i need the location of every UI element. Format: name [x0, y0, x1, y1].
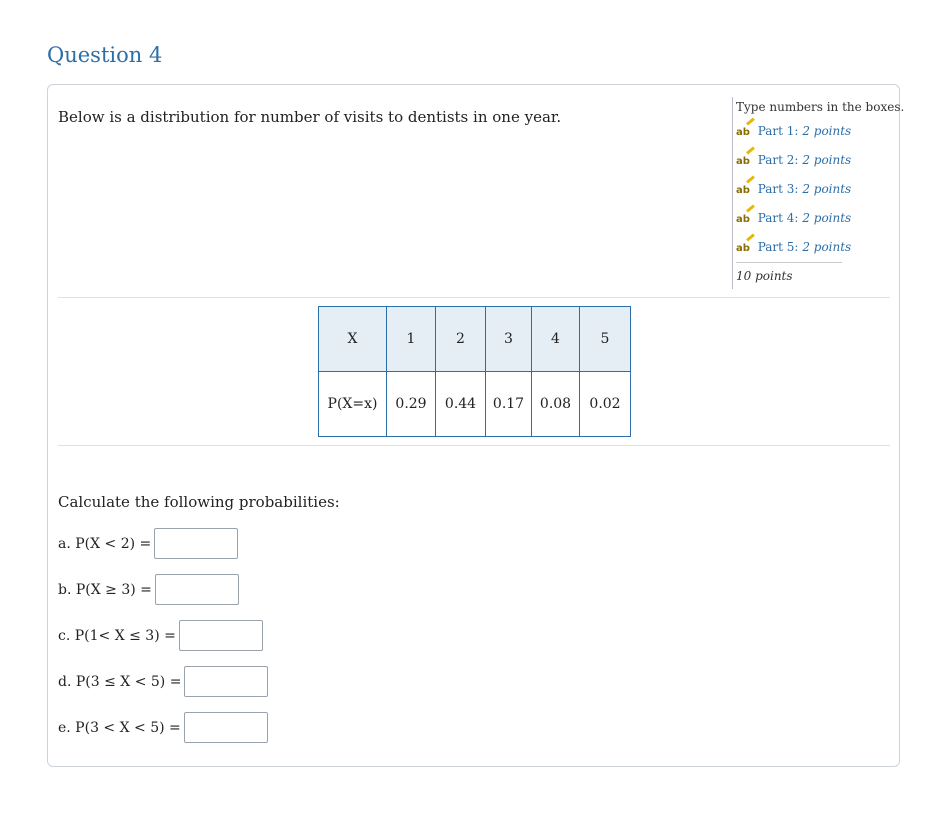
- answer-input-d[interactable]: [184, 666, 268, 697]
- answer-input-a[interactable]: [154, 528, 238, 559]
- question-intro: Below is a distribution for number of visits to dentists in one year.: [58, 108, 562, 126]
- table-cell: 5: [580, 307, 631, 372]
- table-row: [319, 307, 631, 372]
- part-points: 2 points: [802, 240, 852, 254]
- part-3-points[interactable]: [736, 175, 852, 204]
- points-instructions: Type numbers in the boxes.: [736, 100, 905, 114]
- table-cell: P(X=x): [319, 372, 387, 437]
- part-4-points[interactable]: [736, 204, 852, 233]
- answer-label: a. P(X < 2) =: [58, 535, 152, 552]
- table-cell: 0.44: [436, 372, 486, 437]
- part-2-points[interactable]: [736, 146, 852, 175]
- part-points: 2 points: [802, 182, 852, 196]
- answer-input-c[interactable]: [179, 620, 263, 651]
- text-entry-icon: ab: [736, 234, 750, 263]
- answer-label: d. P(3 ≤ X < 5) =: [58, 673, 182, 690]
- text-entry-icon: ab: [736, 176, 750, 205]
- part-label: Part 3:: [757, 182, 799, 196]
- text-entry-icon: ab: [736, 147, 750, 176]
- answer-row-a: [58, 528, 238, 559]
- part-points: 2 points: [802, 153, 852, 167]
- answer-row-e: [58, 712, 268, 743]
- table-row: [319, 372, 631, 437]
- answer-input-e[interactable]: [184, 712, 268, 743]
- points-total: 10 points: [736, 269, 793, 283]
- divider-top: [58, 297, 890, 298]
- answer-row-b: [58, 574, 239, 605]
- part-label: Part 4:: [757, 211, 799, 225]
- answer-label: b. P(X ≥ 3) =: [58, 581, 152, 598]
- calculate-instructions: Calculate the following probabilities:: [58, 493, 340, 511]
- text-entry-icon: ab: [736, 205, 750, 234]
- part-label: Part 2:: [757, 153, 799, 167]
- table-cell: 1: [387, 307, 436, 372]
- question-title: Question 4: [47, 43, 163, 67]
- table-cell: X: [319, 307, 387, 372]
- table-cell: 0.17: [486, 372, 532, 437]
- distribution-table: [318, 306, 631, 437]
- answer-input-b[interactable]: [155, 574, 239, 605]
- answer-label: c. P(1< X ≤ 3) =: [58, 627, 176, 644]
- part-5-points[interactable]: [736, 233, 852, 262]
- answer-label: e. P(3 < X < 5) =: [58, 719, 181, 736]
- part-points: 2 points: [802, 124, 852, 138]
- question-card: [47, 84, 905, 767]
- divider-bottom: [58, 445, 890, 446]
- table-cell: 4: [532, 307, 580, 372]
- table-cell: 2: [436, 307, 486, 372]
- table-cell: 0.02: [580, 372, 631, 437]
- part-label: Part 5:: [757, 240, 799, 254]
- table-cell: 3: [486, 307, 532, 372]
- points-panel: [732, 97, 905, 289]
- part-1-points[interactable]: [736, 117, 852, 146]
- part-label: Part 1:: [757, 124, 799, 138]
- table-cell: 0.08: [532, 372, 580, 437]
- answer-row-d: [58, 666, 268, 697]
- table-cell: 0.29: [387, 372, 436, 437]
- text-entry-icon: ab: [736, 118, 750, 147]
- answer-row-c: [58, 620, 263, 651]
- part-points: 2 points: [802, 211, 852, 225]
